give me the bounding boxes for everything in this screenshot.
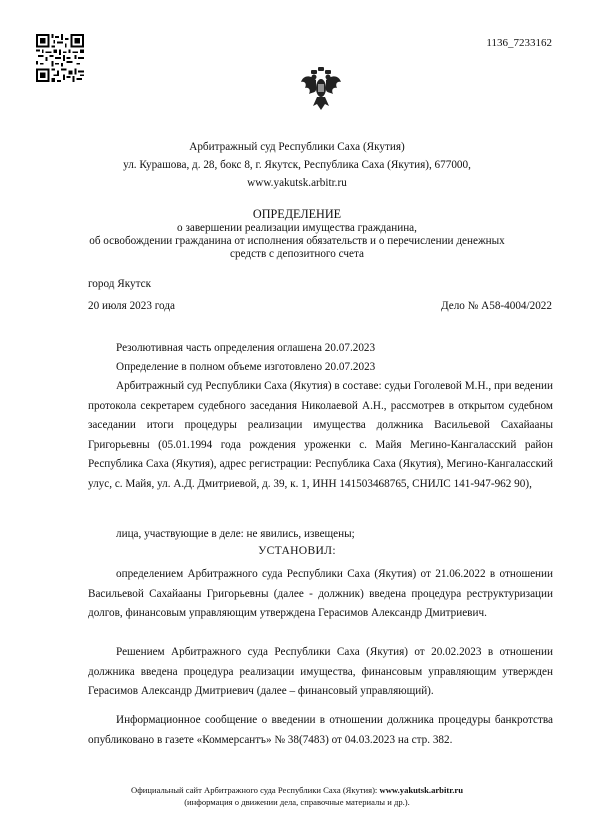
court-address: ул. Курашова, д. 28, бокс 8, г. Якутск, Республика Саха (Якутия), 677000, xyxy=(123,159,471,171)
title-main: ОПРЕДЕЛЕНИЕ xyxy=(252,207,342,221)
title-line-2: об освобождении гражданина от исполнения обязательств и о перечислении денежных xyxy=(89,235,505,247)
case-number: Дело № А58-4004/2022 xyxy=(440,300,552,312)
document-number: 1136_7233162 xyxy=(486,37,552,49)
coat-of-arms-emblem xyxy=(299,66,343,112)
title-line-1: о завершении реализации имущества гражданина, xyxy=(177,222,417,234)
footer-line-1 xyxy=(0,784,594,796)
paragraph-decision: Решением Арбитражного суда Республики Саха (Якутия) от 20.02.2023 в отношении должника введена процедура реализации имущества, финансовым управляющим утвержден Герасимов Александр Дмитриевич (далее – финансовый управляющий). xyxy=(88,646,553,697)
footer xyxy=(0,784,594,808)
qr-code xyxy=(36,34,84,82)
footer-text: Официальный сайт Арбитражного суда Республики Саха (Якутия): xyxy=(131,785,380,795)
city: город Якутск xyxy=(88,278,152,290)
paragraph-publication: Информационное сообщение о введении в отношении должника процедуры банкротства опубликовано в газете «Коммерсантъ» № 38(7483) от 04.03.2023 на стр. 382. xyxy=(88,714,553,746)
title-line-3: средств с депозитного счета xyxy=(230,248,364,260)
court-header xyxy=(0,138,594,192)
document-title xyxy=(0,208,594,261)
date: 20 июля 2023 года xyxy=(88,300,175,312)
footer-line-2: (информация о движении дела, справочные материалы и др.). xyxy=(184,797,410,807)
paragraph-full-text: Определение в полном объеме изготовлено 20.07.2023 xyxy=(116,361,376,373)
court-name: Арбитражный суд Республики Саха (Якутия) xyxy=(189,141,405,153)
paragraph-participants: лица, участвующие в деле: не явились, извещены; xyxy=(116,528,355,540)
established-heading: УСТАНОВИЛ: xyxy=(258,544,336,557)
paragraph-court-composition: Арбитражный суд Республики Саха (Якутия) в составе: судьи Гоголевой М.Н., при ведении протокола секретарем судебного заседания Николаевой А.Н., рассмотрев в открытом судебном заседании итоги процедуры реализации имущества должника Васильевой Сахайааны Григорьевны (05.01.1994 года рождения уроженки с. Майя Мегино-Кангаласский район Республика Саха (Якутия), адрес регистрации: Республика Саха (Якутия), Мегино-Кангаласский улус, с. Майя, ул. А.Д. Дмитриевой, д. 39, к. 1, ИНН 141503468765, СНИЛС 141-947-962 90), xyxy=(88,380,553,490)
paragraph-restructuring: определением Арбитражного суда Республики Саха (Якутия) от 21.06.2022 в отношении Васильевой Сахайааны Григорьевны (далее - должник) введена процедура реструктуризации долгов, финансовым управляющим утверждена Герасимов Александр Дмитриевич. xyxy=(88,568,553,619)
paragraph-resolution: Резолютивная часть определения оглашена 20.07.2023 xyxy=(116,342,376,354)
court-website: www.yakutsk.arbitr.ru xyxy=(247,177,347,189)
footer-website-link[interactable]: www.yakutsk.arbitr.ru xyxy=(379,785,463,795)
